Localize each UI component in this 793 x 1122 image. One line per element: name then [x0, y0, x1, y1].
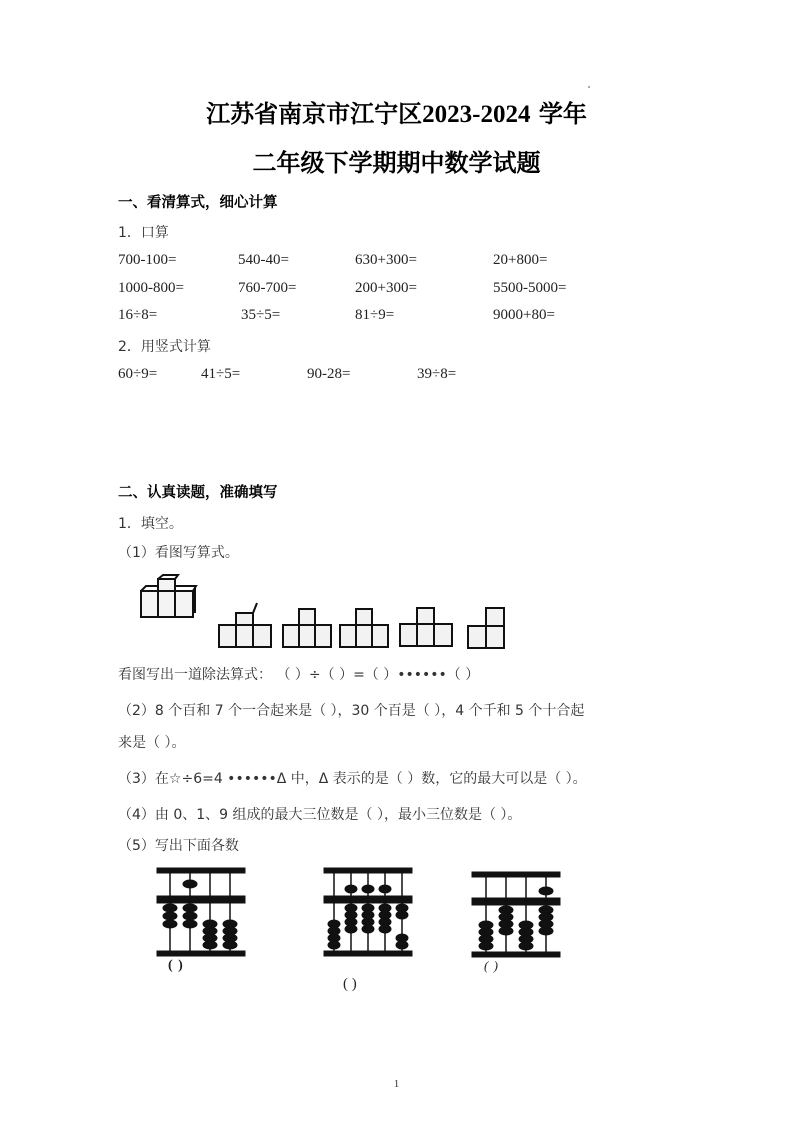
vertical-calc-item: 90-28= [307, 366, 351, 382]
calc-item: 1000-800= [118, 280, 184, 296]
section2-heading: 二、认真读题，准确填写 [118, 485, 278, 501]
vertical-calc-item: 60÷9= [118, 366, 158, 382]
sub2-line1: （2）8 个百和 7 个一合起来是（ ），30 个百是（ ），4 个千和 5 个十合起 [118, 703, 585, 719]
calc-item: 540-40= [238, 252, 289, 268]
calc-item: 16÷8= [118, 307, 158, 323]
scan-speck [588, 86, 590, 88]
cube-group-icon [466, 604, 510, 650]
section1-heading: 一、看清算式，细心计算 [118, 195, 278, 211]
exam-title-line1 [0, 94, 793, 129]
calc-item: 760-700= [238, 280, 297, 296]
calc-item: 20+800= [493, 252, 548, 268]
title-region: 江苏省南京市江宁区 [206, 100, 423, 128]
calc-item: 81÷9= [355, 307, 395, 323]
abacus1-answer-blank: ( ) [168, 958, 184, 973]
cube-group-icon [281, 605, 333, 649]
cube-group-icon [398, 604, 454, 648]
page-number: 1 [393, 1078, 400, 1090]
abacus-icon [322, 868, 417, 958]
vertical-calc-item: 39÷8= [417, 366, 457, 382]
sub1-label: （1）看图写算式。 [118, 545, 239, 561]
q2-label: 2．用竖式计算 [118, 339, 211, 355]
calc-item: 630+300= [355, 252, 417, 268]
abacus2-answer-blank: ( ) [343, 976, 357, 992]
calc-item: 700-100= [118, 252, 177, 268]
title-years: 2023-2024 [422, 101, 531, 128]
abacus3-answer-blank: ( ) [484, 958, 499, 973]
cube-group-icon [338, 605, 390, 649]
sub3-question: （3）在☆÷6=4 ••••••Δ 中，Δ 表示的是（ ）数，它的最大可以是（ ）。 [118, 771, 587, 787]
sub5-label: （5）写出下面各数 [118, 838, 239, 854]
fill-blank-label: 1．填空。 [118, 516, 183, 532]
title-suffix: 学年 [538, 100, 587, 128]
calc-item: 200+300= [355, 280, 417, 296]
abacus-icon [155, 868, 250, 958]
calc-item: 35÷5= [241, 307, 281, 323]
q1-label: 1．口算 [118, 225, 169, 241]
sub2-line2: 来是（ ）。 [118, 735, 186, 751]
division-formula-blank: 看图写出一道除法算式： （ ）÷（ ）=（ ）••••••（ ） [118, 667, 480, 683]
sub4-question: （4）由 0、1、9 组成的最大三位数是（ ），最小三位数是（ ）。 [118, 807, 522, 823]
cube-group-icon [138, 575, 198, 620]
calc-item: 9000+80= [493, 307, 555, 323]
vertical-calc-item: 41÷5= [201, 366, 241, 382]
exam-title-line2: 二年级下学期期中数学试题 [252, 149, 541, 177]
abacus-icon [470, 872, 565, 960]
cube-group-icon [217, 603, 275, 649]
calc-item: 5500-5000= [493, 280, 567, 296]
